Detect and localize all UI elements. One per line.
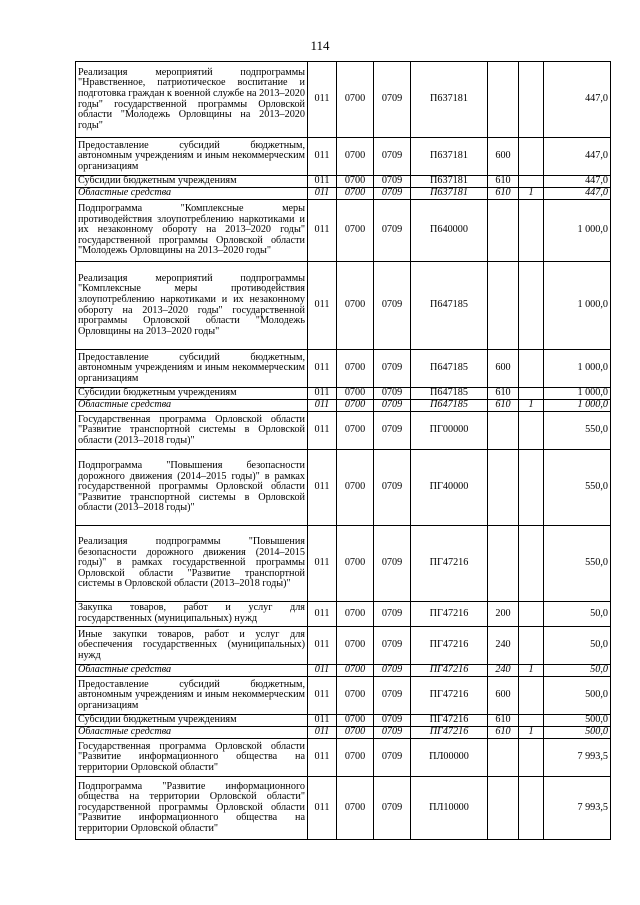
ministry-code-cell: 011 (308, 200, 337, 262)
target-article-cell: ПГ40000 (411, 450, 488, 526)
funding-source-cell (519, 677, 544, 715)
target-article-cell: П637181 (411, 176, 488, 188)
expense-type-cell: 600 (488, 350, 519, 388)
amount-cell: 7 993,5 (544, 739, 611, 777)
subsection-code-cell: 0709 (374, 62, 411, 138)
row-name-cell: Реализация мероприятий подпрограммы "Нравственное, патриотическое воспитание и подготовка граждан к военной службе на 2013–2020 годы" государственной программы Орловской области "Молодежь Орловщины на 2013–2020 годы" (76, 62, 308, 138)
subsection-code-cell: 0709 (374, 739, 411, 777)
target-article-cell: ПЛ10000 (411, 777, 488, 840)
ministry-code-cell: 011 (308, 777, 337, 840)
expense-type-cell: 200 (488, 602, 519, 627)
funding-source-cell (519, 450, 544, 526)
section-code-cell: 0700 (337, 62, 374, 138)
section-code-cell: 0700 (337, 262, 374, 350)
expense-type-cell: 600 (488, 677, 519, 715)
amount-cell: 550,0 (544, 526, 611, 602)
target-article-cell: ПГ47216 (411, 677, 488, 715)
funding-source-cell (519, 262, 544, 350)
target-article-cell: ПГ47216 (411, 665, 488, 677)
target-article-cell: П647185 (411, 388, 488, 400)
target-article-cell: П637181 (411, 62, 488, 138)
expense-type-cell: 610 (488, 400, 519, 412)
section-code-cell: 0700 (337, 627, 374, 665)
row-name-cell: Субсидии бюджетным учреждениям (76, 388, 308, 400)
funding-source-cell: 1 (519, 400, 544, 412)
row-name-cell: Закупка товаров, работ и услуг для государственных (муниципальных) нужд (76, 602, 308, 627)
expense-type-cell: 610 (488, 176, 519, 188)
amount-cell: 500,0 (544, 727, 611, 739)
expense-type-cell: 610 (488, 388, 519, 400)
section-code-cell: 0700 (337, 176, 374, 188)
row-name-cell: Областные средства (76, 665, 308, 677)
funding-source-cell (519, 627, 544, 665)
section-code-cell: 0700 (337, 188, 374, 200)
expense-type-cell (488, 62, 519, 138)
table-row (76, 200, 611, 262)
table-row (76, 450, 611, 526)
amount-cell: 7 993,5 (544, 777, 611, 840)
row-name-cell: Областные средства (76, 188, 308, 200)
expense-type-cell (488, 450, 519, 526)
ministry-code-cell: 011 (308, 526, 337, 602)
target-article-cell: П637181 (411, 188, 488, 200)
ministry-code-cell: 011 (308, 727, 337, 739)
ministry-code-cell: 011 (308, 739, 337, 777)
target-article-cell: П637181 (411, 138, 488, 176)
funding-source-cell (519, 200, 544, 262)
amount-cell: 500,0 (544, 677, 611, 715)
ministry-code-cell: 011 (308, 262, 337, 350)
amount-cell: 447,0 (544, 138, 611, 176)
section-code-cell: 0700 (337, 400, 374, 412)
amount-cell: 550,0 (544, 412, 611, 450)
funding-source-cell (519, 715, 544, 727)
section-code-cell: 0700 (337, 526, 374, 602)
funding-source-cell (519, 739, 544, 777)
subsection-code-cell: 0709 (374, 262, 411, 350)
table-row (76, 677, 611, 715)
ministry-code-cell: 011 (308, 388, 337, 400)
target-article-cell: ПЛ00000 (411, 739, 488, 777)
amount-cell: 50,0 (544, 665, 611, 677)
target-article-cell: П647185 (411, 400, 488, 412)
funding-source-row (76, 188, 611, 200)
funding-source-cell: 1 (519, 188, 544, 200)
table-row (76, 602, 611, 627)
amount-cell: 1 000,0 (544, 262, 611, 350)
expense-type-cell (488, 412, 519, 450)
row-name-cell: Иные закупки товаров, работ и услуг для обеспечения государственных (муниципальных) нужд (76, 627, 308, 665)
expense-type-cell (488, 777, 519, 840)
target-article-cell: ПГ47216 (411, 627, 488, 665)
target-article-cell: ПГ47216 (411, 602, 488, 627)
table-row (76, 62, 611, 138)
section-code-cell: 0700 (337, 715, 374, 727)
section-code-cell: 0700 (337, 200, 374, 262)
section-code-cell: 0700 (337, 388, 374, 400)
expense-type-cell: 610 (488, 727, 519, 739)
expense-type-cell (488, 526, 519, 602)
funding-source-row (76, 400, 611, 412)
subsection-code-cell: 0709 (374, 602, 411, 627)
target-article-cell: ПГ47216 (411, 526, 488, 602)
target-article-cell: П647185 (411, 262, 488, 350)
row-name-cell: Государственная программа Орловской области "Развитие информационного общества на территории Орловской области" (76, 739, 308, 777)
row-name-cell: Предоставление субсидий бюджетным, автономным учреждениям и иным некоммерческим организациям (76, 677, 308, 715)
target-article-cell: ПГ47216 (411, 727, 488, 739)
funding-source-cell (519, 777, 544, 840)
row-name-cell: Подпрограмма "Комплексные меры противодействия злоупотреблению наркотиками и их незаконному обороту на 2013–2020 годы" государственной программы Орловской области "Молодежь Орловщины на 2013–2020 годы" (76, 200, 308, 262)
subsection-code-cell: 0709 (374, 138, 411, 176)
section-code-cell: 0700 (337, 412, 374, 450)
subsection-code-cell: 0709 (374, 526, 411, 602)
section-code-cell: 0700 (337, 739, 374, 777)
section-code-cell: 0700 (337, 665, 374, 677)
expense-type-cell: 240 (488, 665, 519, 677)
table-row (76, 262, 611, 350)
section-code-cell: 0700 (337, 727, 374, 739)
funding-source-cell (519, 138, 544, 176)
funding-source-cell (519, 62, 544, 138)
row-name-cell: Предоставление субсидий бюджетным, автономным учреждениям и иным некоммерческим организациям (76, 350, 308, 388)
expense-type-cell (488, 262, 519, 350)
amount-cell: 447,0 (544, 176, 611, 188)
row-name-cell: Подпрограмма "Развитие информационного общества на территории Орловской области" государственной программы Орловской области "Развитие информационного общества на территории Орловской области" (76, 777, 308, 840)
section-code-cell: 0700 (337, 602, 374, 627)
row-name-cell: Реализация мероприятий подпрограммы "Комплексные меры противодействия злоупотреблению наркотиками и их незаконному обороту на 2013–2020 годы" государственной программы Орловской области "Молодежь Орловщины на 2013–2020 годы" (76, 262, 308, 350)
subsection-code-cell: 0709 (374, 412, 411, 450)
funding-source-row (76, 727, 611, 739)
expense-type-cell: 610 (488, 715, 519, 727)
amount-cell: 550,0 (544, 450, 611, 526)
ministry-code-cell: 011 (308, 677, 337, 715)
target-article-cell: П640000 (411, 200, 488, 262)
row-name-cell: Субсидии бюджетным учреждениям (76, 715, 308, 727)
expense-type-cell: 610 (488, 188, 519, 200)
table-row (76, 777, 611, 840)
target-article-cell: ПГ47216 (411, 715, 488, 727)
funding-source-cell (519, 412, 544, 450)
amount-cell: 1 000,0 (544, 400, 611, 412)
funding-source-cell (519, 602, 544, 627)
amount-cell: 50,0 (544, 602, 611, 627)
ministry-code-cell: 011 (308, 350, 337, 388)
row-name-cell: Областные средства (76, 400, 308, 412)
table-row (76, 715, 611, 727)
funding-source-cell: 1 (519, 665, 544, 677)
subsection-code-cell: 0709 (374, 176, 411, 188)
expense-type-cell (488, 200, 519, 262)
row-name-cell: Областные средства (76, 727, 308, 739)
row-name-cell: Реализация подпрограммы "Повышения безопасности дорожного движения (2014–2015 годы)" в рамках государственной программы Орловской области "Развитие транспортной системы в Орловской области (2013–2018 годы)" (76, 526, 308, 602)
amount-cell: 1 000,0 (544, 388, 611, 400)
subsection-code-cell: 0709 (374, 388, 411, 400)
funding-source-cell: 1 (519, 727, 544, 739)
subsection-code-cell: 0709 (374, 677, 411, 715)
amount-cell: 50,0 (544, 627, 611, 665)
ministry-code-cell: 011 (308, 176, 337, 188)
expense-type-cell: 600 (488, 138, 519, 176)
amount-cell: 1 000,0 (544, 200, 611, 262)
funding-source-cell (519, 526, 544, 602)
table-row (76, 138, 611, 176)
expense-type-cell (488, 739, 519, 777)
subsection-code-cell: 0709 (374, 665, 411, 677)
table-row (76, 350, 611, 388)
subsection-code-cell: 0709 (374, 400, 411, 412)
table-row (76, 388, 611, 400)
target-article-cell: П647185 (411, 350, 488, 388)
table-row (76, 526, 611, 602)
subsection-code-cell: 0709 (374, 727, 411, 739)
table-row (76, 176, 611, 188)
budget-table (75, 61, 611, 840)
ministry-code-cell: 011 (308, 602, 337, 627)
subsection-code-cell: 0709 (374, 200, 411, 262)
amount-cell: 500,0 (544, 715, 611, 727)
section-code-cell: 0700 (337, 138, 374, 176)
funding-source-cell (519, 350, 544, 388)
ministry-code-cell: 011 (308, 188, 337, 200)
subsection-code-cell: 0709 (374, 450, 411, 526)
ministry-code-cell: 011 (308, 450, 337, 526)
subsection-code-cell: 0709 (374, 350, 411, 388)
table-row (76, 739, 611, 777)
ministry-code-cell: 011 (308, 627, 337, 665)
ministry-code-cell: 011 (308, 715, 337, 727)
subsection-code-cell: 0709 (374, 627, 411, 665)
ministry-code-cell: 011 (308, 62, 337, 138)
ministry-code-cell: 011 (308, 665, 337, 677)
row-name-cell: Субсидии бюджетным учреждениям (76, 176, 308, 188)
row-name-cell: Государственная программа Орловской области "Развитие транспортной системы в Орловской области (2013–2018 годы)" (76, 412, 308, 450)
subsection-code-cell: 0709 (374, 715, 411, 727)
section-code-cell: 0700 (337, 350, 374, 388)
section-code-cell: 0700 (337, 777, 374, 840)
row-name-cell: Подпрограмма "Повышения безопасности дорожного движения (2014–2015 годы)" в рамках государственной программы Орловской области "Развитие транспортной системы в Орловской области (2013–2018 годы)" (76, 450, 308, 526)
table-row (76, 627, 611, 665)
ministry-code-cell: 011 (308, 400, 337, 412)
funding-source-cell (519, 176, 544, 188)
section-code-cell: 0700 (337, 677, 374, 715)
ministry-code-cell: 011 (308, 412, 337, 450)
row-name-cell: Предоставление субсидий бюджетным, автономным учреждениям и иным некоммерческим организациям (76, 138, 308, 176)
page-number: 114 (310, 38, 330, 53)
subsection-code-cell: 0709 (374, 777, 411, 840)
subsection-code-cell: 0709 (374, 188, 411, 200)
ministry-code-cell: 011 (308, 138, 337, 176)
funding-source-row (76, 665, 611, 677)
amount-cell: 447,0 (544, 188, 611, 200)
target-article-cell: ПГ00000 (411, 412, 488, 450)
section-code-cell: 0700 (337, 450, 374, 526)
table-row (76, 412, 611, 450)
funding-source-cell (519, 388, 544, 400)
amount-cell: 447,0 (544, 62, 611, 138)
amount-cell: 1 000,0 (544, 350, 611, 388)
expense-type-cell: 240 (488, 627, 519, 665)
